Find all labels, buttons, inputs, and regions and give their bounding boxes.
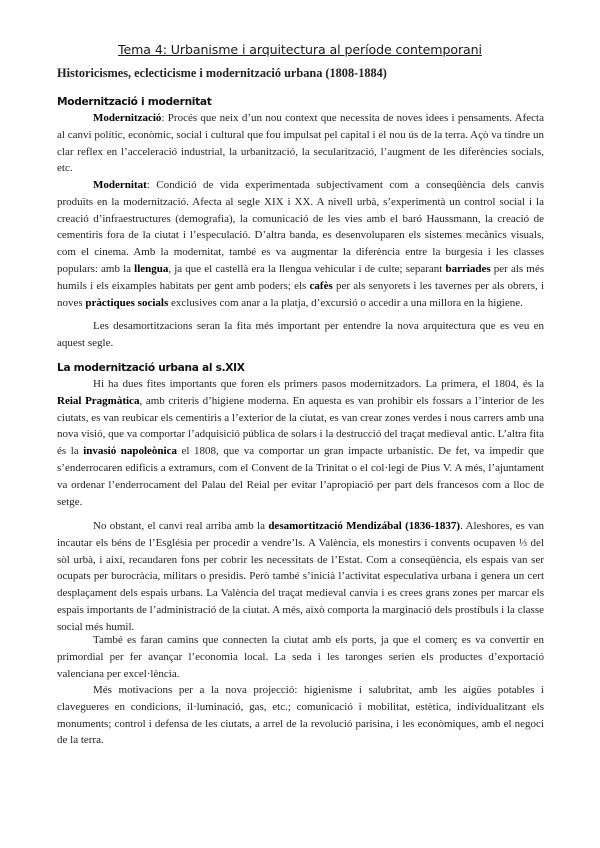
paragraph-motivacions: Més motivacions per a la nova projecció: higienisme i salubritat, amb les aigües potables i clavegueres en condicions, il·luminació, gas, etc.; comunicació i mobilitat, estètica, individualitzant els monuments; control i defensa de les ciutats, a arrel de la revolució parisina, i les econòmiques, amb el negoci de la terra. [57,684,544,747]
page-subtitle: Historicismes, eclecticisme i modernització urbana (1808-1884) [57,66,387,80]
paragraph-modernitat-definition: Modernitat: Condició de vida experimentada subjectivament com a conseqüència dels canvis produïts en la modernització. Afecta al segle XIX i XX. A nivell urbà, s’experimentà un control social i la creació d’infraestructures (demografia), la comunicació de les vies amb el baró Haussmann, la creació de cementiris fora de la ciutat i l’especulació. D’altra banda, es desenvoluparen els sistemes mecànics visuals, com el cinema. Amb la modernitat, també es va augmentar la diferència entre la burgesia i les classes populars: amb la llengua, ja que el castellà era la llengua vehicular i de culte; separant barriades per als més humils i els eixamples habitats per gent amb poders; els cafès per als senyorets i les tavernes per als obrers, i noves pràctiques socials exclusives com anar a la platja, d’excursió o accedir a una millora en la higiene. [57,179,545,309]
paragraph-desamortitzacions: Les desamortitzacions seran la fita més important per entendre la nova arquitectura que es veu en aquest segle. [57,320,544,349]
paragraph-mendizabal: No obstant, el canvi real arriba amb la desamortització Mendizábal (1836-1837). Aleshores, es van incautar els béns de l’Església per procedir a vendre’ls. A València, els monestirs i convents ocupaven ⅓ del sòl urbà, i així, recaudaren fons per cobrir les necessitats de l’Estat. Com a conseqüència, els espais van ser ocupats per burocràcia, militars o presidis. Però també s’inicià l’activitat especulativa urbana i genera un cert desplaçament dels espais urbans. La València del traçat medieval canvia i es crees grans zones per marcar els espais importants de l’administració de la ciutat. A més, això comporta la marginació dels prostíbuls i la classe social més humil. [57,520,544,633]
paragraph-fites: Hi ha dues fites importants que foren els primers pasos modernitzadors. La primera, el 1804, és la Reial Pragmàtica, amb criteris d’higiene moderna. En aquesta es van prohibir els fossars a l’interior de les ciutats, es van reubicar els cementiris a l’exterior de la ciutat, es van crear zones verdes i nous carrers amb una nova visió, que va comportar l’adquisició pública de solars i la destrucció del traçat medieval antic. L’altra fita és la invasió napoleònica el 1808, que va comportar un gran impacte urbanístic. De fet, va impedir que s’enderrocaren edificis a extramurs, com el Convent de la Trinitat o el col·legi de Pius V. A més, l’ajuntament va ordenar l’enderrocament del Palau del Reial per evitar l’apropiació per part dels francesos com a lloc de setge. [57,378,544,508]
term-modernitzacio: Modernització [93,112,162,124]
page-title: Tema 4: Urbanisme i arquitectura al període contemporani [118,42,482,57]
paragraph-camins: També es faran camins que connecten la ciutat amb els ports, ja que el comerç es va convertir en primordial per fer avançar l’economia local. La seda i les taronges serien els productes d’exportació valenciana per excel·lència. [57,634,544,680]
section-heading-modernitzacio: Modernització i modernitat [57,96,212,108]
term-modernitat: Modernitat [93,179,147,191]
paragraph-modernitzacio-definition: Modernització: Procés que neix d’un nou context que necessita de noves idees i pensaments. Afecta al canvi polític, econòmic, social i cultural que fou impulsat pel capital i el nou ús de la terra. Açò va tindre un clar reflex en l’acceleració industrial, la urbanització, la secularització, l’augment de les diferències socials, etc. [57,112,544,175]
section-heading-modernitzacio-urbana: La modernització urbana al s.XIX [57,362,245,374]
